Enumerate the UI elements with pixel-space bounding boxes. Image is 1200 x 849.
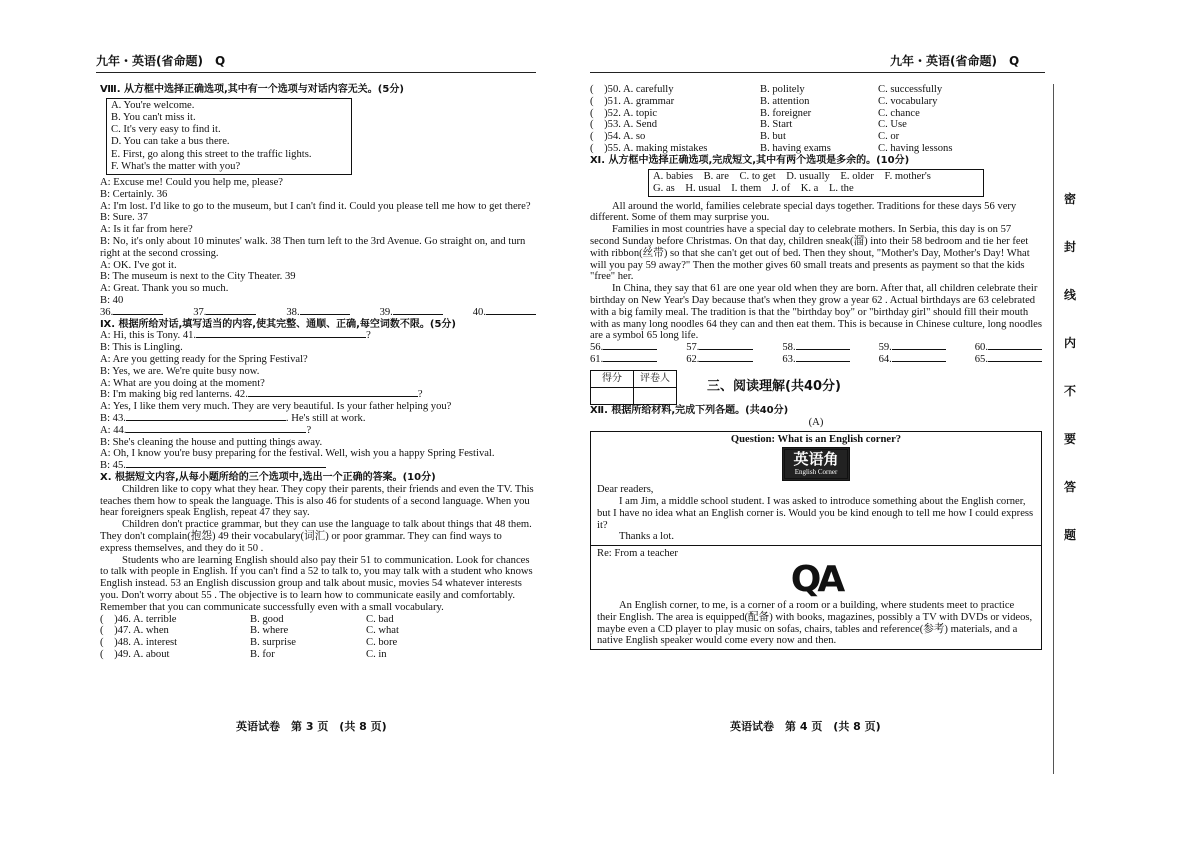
section-12-title: Ⅻ. 根据所给材料,完成下列各题。(共40分) xyxy=(590,404,789,416)
seal-line xyxy=(1053,84,1054,774)
footer-page-4: 英语试卷 第 4 页 (共 8 页) xyxy=(730,720,881,733)
dialog-line: A: What are you doing at the moment? xyxy=(100,377,265,389)
passage-paragraph: Children don't practice grammar, but they can use the language to talk about things that 48 them. They don't complain(抱怨) 49 their vocabulary(词汇) or poor grammar. They can find ways to express themselves, and they do it 50 . xyxy=(100,519,532,554)
part-3-header xyxy=(590,370,1042,405)
question-46[interactable]: ( )46. A. terrible B. good C. bad xyxy=(100,613,394,625)
passage-paragraph: In China, they say that 61 are one year old when they are born. After that, all children celebrate their birthday on New Year's Day because that's when they grow a year 62 . Actual birthdays are 63 celebrated with a big family meal. The tradition is that the "birthday boy" or "birthday girl" should fill their mouth with as many long noodles 64 they can and then eat them. This is because in Chinese culture, long noodles are a symbol 65 long life. xyxy=(590,283,1043,342)
dialog-line: B: Certainly. 36 xyxy=(100,188,168,200)
question-47[interactable]: ( )47. A. when B. where C. what xyxy=(100,625,399,637)
english-corner-logo: 英语角 English Corner xyxy=(597,447,1035,481)
header-rule xyxy=(96,72,536,73)
section-9-title: Ⅸ. 根据所给对话,填写适当的内容,使其完整、通顺、正确,每空词数不限。(5分) xyxy=(100,318,456,330)
answer-row-11a xyxy=(590,342,1042,354)
blank-44[interactable] xyxy=(126,432,306,433)
dialog-line: A: Excuse me! Could you help me, please? xyxy=(100,177,283,189)
passage-paragraph: Families in most countries have a special day to celebrate mothers. In Serbia, this day is on 57 second Sunday before Christmas. On that day, children sneak(溜) into their 58 bedroom and tie her feet with ribbon(丝带) so that she can't get out of bed. Then they shout, "Mother's Day, Mother's Day! What will you pay 59 away?" Then the mother gives 60 small treats and presents as payment so that the kids "free" her. xyxy=(590,224,1030,283)
box-option: F. What's the matter with you? xyxy=(111,160,241,172)
header-left: 九年・英语(省命题) Q xyxy=(96,54,226,68)
question-heading: Question: What is an English corner? xyxy=(730,434,902,446)
header-right: 九年・英语(省命题) Q xyxy=(890,54,1020,68)
question-55[interactable]: ( )55. A. making mistakes B. having exams C. having lessons xyxy=(590,142,953,154)
reply-heading: Re: From a teacher xyxy=(597,548,678,560)
dialog-line: A: Great. Thank you so much. xyxy=(100,283,229,295)
dialog-line: B: Yes, we are. We're quite busy now. xyxy=(100,365,260,377)
box-option: A. You're welcome. xyxy=(111,99,195,111)
dialog-line: A: Yes, I like them very much. They are very beautiful. Is your father helping you? xyxy=(100,401,452,413)
page-3-content xyxy=(100,84,536,661)
answer-63[interactable]: 63. xyxy=(782,354,849,366)
box-option: C. It's very easy to find it. xyxy=(111,124,221,136)
blank-43[interactable] xyxy=(126,420,286,421)
page-4 xyxy=(590,0,1045,849)
dialog-line: A: Is it far from here? xyxy=(100,224,193,236)
page-3 xyxy=(96,0,536,849)
dialog-line: A: I'm lost. I'd like to go to the museum, but I can't find it. Could you please tell me how to get there? xyxy=(100,200,531,212)
box-option: D. You can take a bus there. xyxy=(111,136,230,148)
reply-body: An English corner, to me, is a corner of a room or a building, where students meet to practice their English. The area is equipped(配备) with books, magazines, possibly a TV with DVDs or videos, maybe even a CD player to play music on sofas, chairs, tables and reference(参考) materials, and a native English speaker would come every now and then. xyxy=(597,599,1033,647)
box-option: B. You can't miss it. xyxy=(111,112,196,123)
passage-paragraph: All around the world, families celebrate special days together. Traditions for these days 56 very different. Some of them may surprise you. xyxy=(590,200,1017,224)
answer-58[interactable]: 58. xyxy=(782,342,849,354)
blank-45[interactable] xyxy=(126,467,326,468)
answer-row-8 xyxy=(100,307,536,319)
word-box-11: A. babies B. are C. to get D. usually E. older F. mother's G. as H. usual I. them J. of K. a L. the xyxy=(648,169,984,197)
answer-39[interactable]: 39. xyxy=(380,307,443,319)
answer-40[interactable]: 40. xyxy=(473,307,536,319)
question-53[interactable]: ( )53. A. Send B. Start C. Use xyxy=(590,119,907,131)
section-11-title: Ⅺ. 从方框中选择正确选项,完成短文,其中有两个选项是多余的。(10分) xyxy=(590,154,910,166)
answer-64[interactable]: 64. xyxy=(879,354,946,366)
box-option: E. First, go along this street to the traffic lights. xyxy=(111,148,312,160)
dialog-line: B: 45. xyxy=(100,460,536,472)
reading-a-box xyxy=(590,431,1042,650)
dialog-line: B: She's cleaning the house and putting things away. xyxy=(100,436,323,448)
dialog-line: A: Hi, this is Tony. 41. ? xyxy=(100,330,371,342)
answer-row-11b xyxy=(590,354,1042,366)
question-50[interactable]: ( )50. A. carefully B. politely C. successfully xyxy=(590,84,943,95)
seal-warning-text: 密 封 线 内 不 要 答 题 xyxy=(1063,192,1076,542)
question-48[interactable]: ( )48. A. interest B. surprise C. bore xyxy=(100,637,398,649)
letter-salutation: Dear readers, xyxy=(597,484,654,496)
dialog-line: B: The museum is next to the City Theater. 39 xyxy=(100,271,296,283)
part-3-title: 三、阅读理解(共40分) xyxy=(707,379,841,395)
question-52[interactable]: ( )52. A. topic B. foreigner C. chance xyxy=(590,107,920,119)
page-4-content xyxy=(590,84,1042,650)
score-cell[interactable] xyxy=(591,387,634,404)
question-51[interactable]: ( )51. A. grammar B. attention C. vocabulary xyxy=(590,95,938,107)
dialog-line: B: 40 xyxy=(100,294,124,306)
passage-paragraph: Students who are learning English should also pay their 51 to communication. Look for chances to talk with people in English. If you can't find a 52 to talk to, you may talk with a student who knows English instead. 53 an English discussion group and talk about music, movies 54 whatever interests you. Don't worry about 55 . The objective is to learn how to communicate easily and comfortably. Remember that you can communicate successfully even with a small vocabulary. xyxy=(100,554,533,613)
answer-37[interactable]: 37. xyxy=(193,307,256,319)
grader-cell[interactable] xyxy=(634,387,677,404)
blank-41[interactable] xyxy=(196,337,366,338)
blank-42[interactable] xyxy=(248,396,418,397)
dialog-line: A: Are you getting ready for the Spring Festival? xyxy=(100,353,308,365)
letter-body: I am Jim, a middle school student. I was asked to introduce something about the English corner, but I have no idea what an English corner is. Would you be kind enough to tell me how I could express it? xyxy=(597,495,1034,531)
answer-61[interactable]: 61. xyxy=(590,354,657,366)
footer-page-3: 英语试卷 第 3 页 (共 8 页) xyxy=(236,720,387,733)
letter-panel xyxy=(591,432,1041,546)
dialog-line: B: This is Lingling. xyxy=(100,342,183,354)
answer-62[interactable]: 62. xyxy=(686,354,753,366)
answer-57[interactable]: 57. xyxy=(686,342,753,354)
reply-panel xyxy=(591,546,1041,649)
passage-paragraph: Children like to copy what they hear. They copy their parents, their friends and even the TV. This teaches them how to speak the language. This is also 46 for students of a second language. When you hear foreigners speak English, repeat 47 they say. xyxy=(100,483,534,519)
header-rule xyxy=(590,72,1045,73)
answer-56[interactable]: 56. xyxy=(590,342,657,354)
answer-65[interactable]: 65. xyxy=(975,354,1042,366)
dialog-line: B: I'm making big red lanterns. 42. ? xyxy=(100,389,423,401)
score-table: 得分 评卷人 xyxy=(590,370,677,405)
qa-logo: QA xyxy=(790,558,842,600)
letter-closing: Thanks a lot. xyxy=(619,531,675,543)
answer-59[interactable]: 59. xyxy=(879,342,946,354)
dialog-line: A: 44. ? xyxy=(100,424,312,436)
options-box-8 xyxy=(106,98,352,175)
question-54[interactable]: ( )54. A. so B. but C. or xyxy=(590,131,900,143)
dialog-line: A: Oh, I know you're busy preparing for the festival. Well, wish you a happy Spring Festival. xyxy=(100,448,495,460)
answer-60[interactable]: 60. xyxy=(975,342,1042,354)
dialog-line: A: OK. I've got it. xyxy=(100,259,177,271)
dialog-line: B: No, it's only about 10 minutes' walk. 38 Then turn left to the 3rd Avenue. Go straight on, and turn right at the second crossing. xyxy=(100,236,526,259)
question-49[interactable]: ( )49. A. about B. for C. in xyxy=(100,648,387,660)
sub-heading-a: (A) xyxy=(808,416,824,428)
dialog-line: B: Sure. 37 xyxy=(100,212,148,224)
dialog-line: B: 43. . He's still at work. xyxy=(100,412,366,424)
section-10-title: Ⅹ. 根据短文内容,从每小题所给的三个选项中,选出一个正确的答案。(10分) xyxy=(100,471,436,483)
answer-36[interactable]: 36. xyxy=(100,307,163,319)
answer-38[interactable]: 38. xyxy=(286,307,349,319)
section-8-title: Ⅷ. 从方框中选择正确选项,其中有一个选项与对话内容无关。(5分) xyxy=(100,84,404,95)
